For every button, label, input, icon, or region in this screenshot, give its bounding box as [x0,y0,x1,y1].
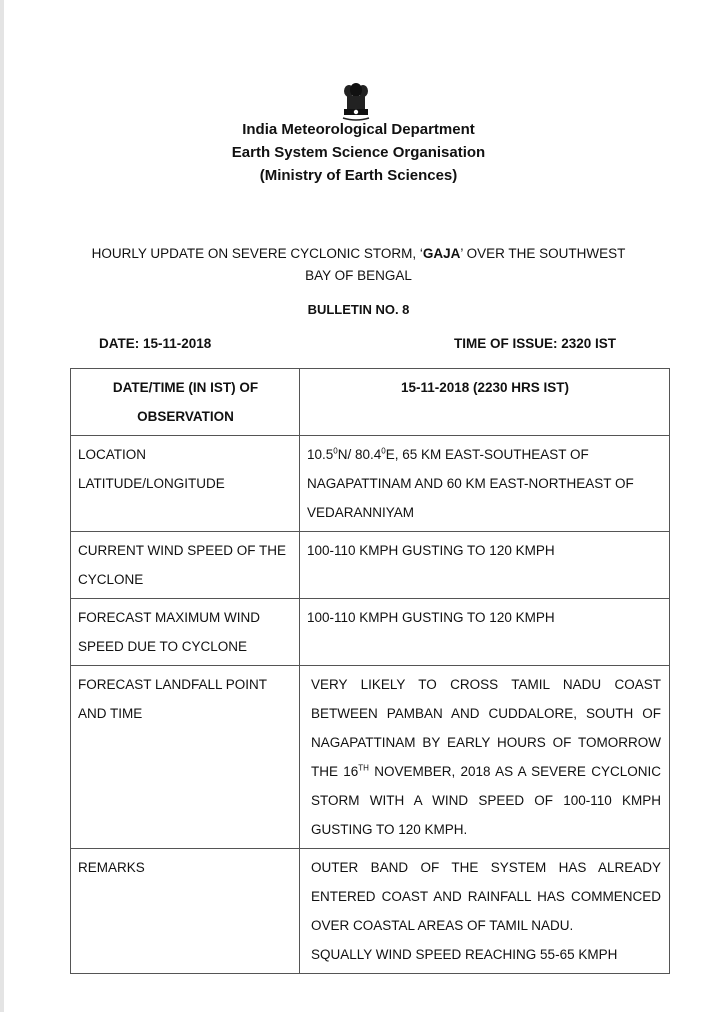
forecast-wind-value-cell: 100-110 KMPH GUSTING TO 120 KMPH [300,599,670,666]
table-row [71,599,670,666]
bulletin-title-line2: BAY OF BENGAL [305,268,412,283]
issue-date: DATE: 15-11-2018 [99,336,212,351]
location-description: E, 65 KM EAST-SOUTHEAST OF NAGAPATTINAM AND 60 KM EAST-NORTHEAST OF VEDARANNIYAM [307,447,634,520]
table-row [71,436,670,532]
longitude: N/ 80.4 [337,447,382,462]
org-name-imd: India Meteorological Department [242,121,475,138]
org-name-essc: Earth System Science Organisation [231,144,486,161]
header-value-cell: 15-11-2018 (2230 HRS IST) [300,369,670,436]
landfall-text: VERY LIKELY TO CROSS TAMIL NADU COAST BETWEEN PAMBAN AND CUDDALORE, SOUTH OF NAGAPATTINAM BY EARLY HOURS OF TOMORROW THE 16 [311,677,661,779]
time-of-issue: TIME OF ISSUE: 2320 IST [454,336,617,351]
national-emblem-icon [339,82,373,124]
latitude: 10.5 [307,447,334,462]
forecast-wind-label-cell: FORECAST MAXIMUM WIND SPEED DUE TO CYCLONE [71,599,300,666]
remarks-paragraph-1: OUTER BAND OF THE SYSTEM HAS ALREADY ENTERED COAST AND RAINFALL HAS COMMENCED OVER COASTAL AREAS OF TAMIL NADU. [311,860,661,933]
location-label-cell: LOCATION LATITUDE/LONGITUDE [71,436,300,532]
org-ministry: (Ministry of Earth Sciences) [259,167,458,184]
table-row [71,532,670,599]
wind-value-cell: 100-110 KMPH GUSTING TO 120 KMPH [300,532,670,599]
table-row [71,369,670,436]
landfall-value-cell [300,666,670,849]
degree-sup: 0 [381,446,386,456]
remarks-label-cell: REMARKS [71,849,300,974]
bulletin-table [70,368,670,974]
header-label-cell: DATE/TIME (IN IST) OF OBSERVATION [71,369,300,436]
location-value-cell [300,436,670,532]
landfall-text-end: NOVEMBER, 2018 AS A SEVERE CYCLONIC STORM WITH A WIND SPEED OF 100-110 KMPH GUSTING TO 120 KMPH. [311,764,661,837]
ordinal-sup: TH [358,763,369,773]
table-row [71,666,670,849]
landfall-label-cell: FORECAST LANDFALL POINT AND TIME [71,666,300,849]
table-row [71,849,670,974]
title-part-2: ’ OVER THE SOUTHWEST [460,246,626,261]
degree-sup: 0 [333,446,338,456]
bulletin-number: BULLETIN NO. 8 [307,302,410,317]
bulletin-title [0,246,717,261]
title-part-1: HOURLY UPDATE ON SEVERE CYCLONIC STORM, ‘ [91,246,423,261]
remarks-paragraph-2: SQUALLY WIND SPEED REACHING 55-65 KMPH [311,947,618,962]
remarks-value-cell [300,849,670,974]
storm-name: GAJA [422,246,461,261]
wind-label-cell: CURRENT WIND SPEED OF THE CYCLONE [71,532,300,599]
